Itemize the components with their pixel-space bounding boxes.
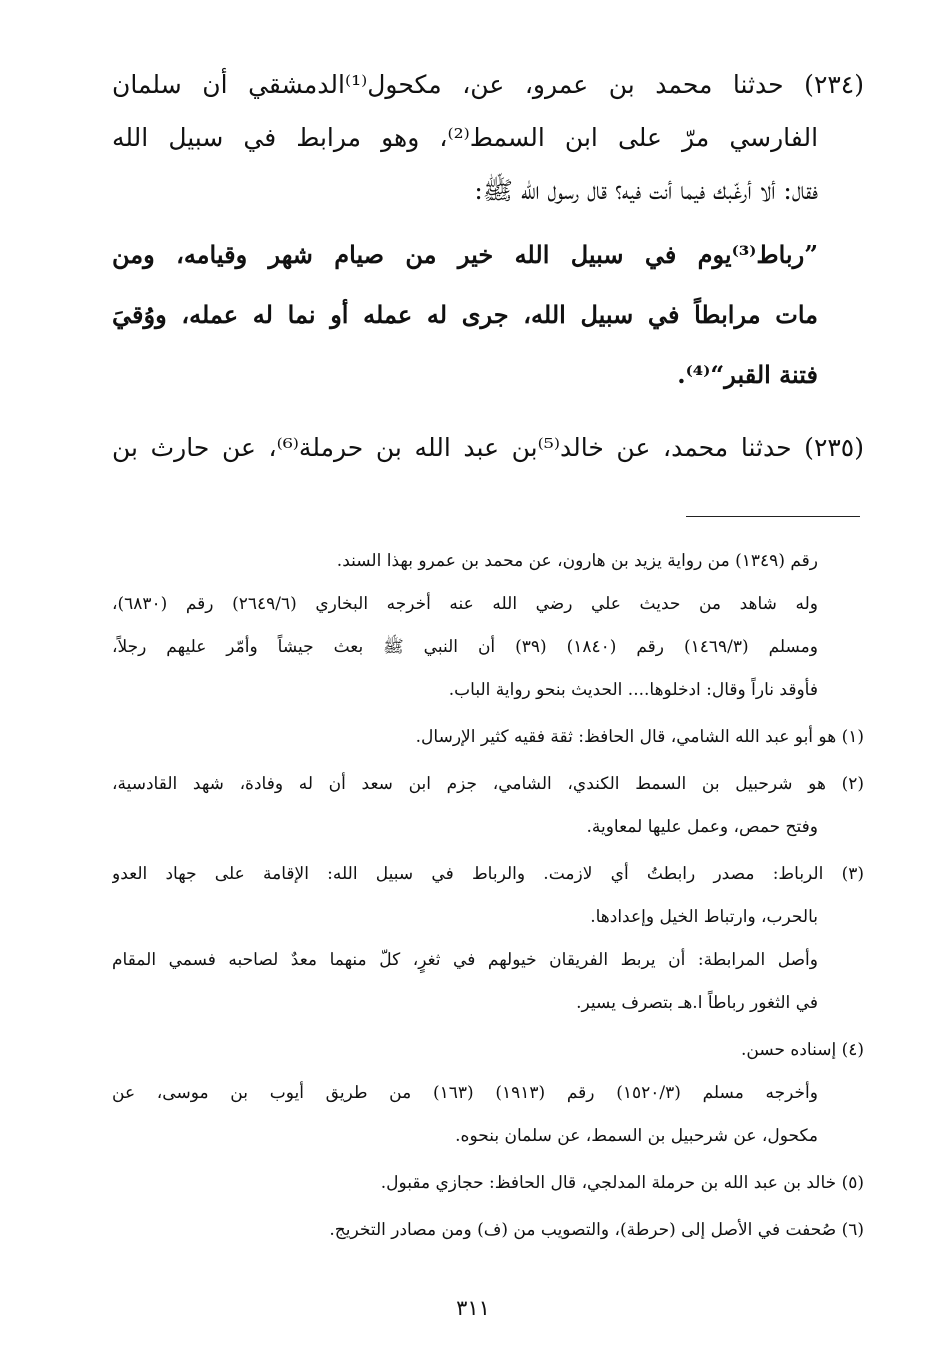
main-text: [112, 58, 864, 474]
hadith-234-quote-line-2: مات مرابطاً في سبيل الله، جرى له عمله أو نما له عمله، ووُقيَ: [112, 300, 818, 329]
footnote-3-line: وأصل المرابطة: أن يربط الفريقان خيولهم في ثغرٍ، كلّ منهما معدٌ لصاحبه فسمي المقام: [112, 950, 818, 970]
hadith-234-line-2: الفارسي مرّ على ابن السمط⁽²⁾، وهو مرابط في سبيل الله: [112, 123, 819, 152]
footnote-6: (٦) صُحفت في الأصل إلى (حرطة)، والتصويب من (ف) ومن مصادر التخريج.: [329, 1220, 864, 1240]
footnote-carryover-line: ومسلم (١٤٦٩/٣) رقم (١٨٤٠) (٣٩) أن النبي ﷺ بعث جيشاً وأمّر عليهم رجلاً،: [112, 637, 818, 657]
footnote-3-line: بالحرب، وارتباط الخيل وإعدادها.: [590, 907, 818, 927]
footnote-divider: [686, 516, 860, 517]
footnote-2-line: وفتح حمص، وعمل عليها لمعاوية.: [586, 817, 818, 837]
hadith-234-quote-line-3: فتنة القبر“⁽⁴⁾.: [677, 360, 818, 389]
footnotes: [112, 540, 864, 1252]
footnote-1: (١) هو أبو عبد الله الشامي، قال الحافظ: ثقة فقيه كثير الإرسال.: [415, 727, 864, 747]
footnote-3-line: (٣) الرباط: مصدر رابطتُ أي لازمت. والرباط في سبيل الله: الإقامة على جهاد العدو: [112, 864, 864, 884]
hadith-234-line-3: فقال: ألا أرغّبك فيما أنت فيه؟ قال رسول الله ﷺ:: [474, 176, 818, 205]
footnote-5: (٥) خالد بن عبد الله بن حرملة المدلجي، قال الحافظ: حجازي مقبول.: [380, 1173, 864, 1193]
footnote-2-line: (٢) هو شرحبيل بن السمط الكندي، الشامي، جزم ابن سعد أن له وفادة، شهد القادسية،: [112, 774, 864, 794]
footnote-carryover-line: فأوقد ناراً وقال: ادخلوها.... الحديث بنحو رواية الباب.: [448, 680, 818, 700]
hadith-235-line-1: (٢٣٥) حدثنا محمد، عن خالد⁽⁵⁾بن عبد الله بن حرملة⁽⁶⁾، عن حارث بن: [112, 433, 864, 462]
page-number: ٣١١: [456, 1296, 490, 1320]
footnote-4-line: مكحول، عن شرحبيل بن السمط، عن سلمان بنحوه.: [455, 1126, 818, 1146]
hadith-234-line-1: (٢٣٤) حدثنا محمد بن عمرو، عن، مكحول⁽¹⁾الدمشقي أن سلمان: [112, 70, 864, 99]
footnote-3-line: في الثغور رباطاً ا.هـ بتصرف يسير.: [576, 993, 818, 1013]
footnote-4-line: (٤) إسناده حسن.: [741, 1040, 864, 1060]
hadith-234-quote-line-1: ”رباط⁽³⁾يوم في سبيل الله خير من صيام شهر وقيامه، ومن: [112, 240, 818, 269]
footnote-4-line: وأخرجه مسلم (١٥٢٠/٣) رقم (١٩١٣) (١٦٣) من طريق أيوب بن موسى، عن: [112, 1083, 818, 1103]
footnote-carryover-line: وله شاهد من حديث علي رضي الله عنه أخرجه البخاري (٢٦٤٩/٦) رقم (٦٨٣٠)،: [112, 594, 818, 614]
footnote-carryover-line: رقم (١٣٤٩) من رواية يزيد بن هارون، عن محمد بن عمرو بهذا السند.: [336, 551, 818, 571]
